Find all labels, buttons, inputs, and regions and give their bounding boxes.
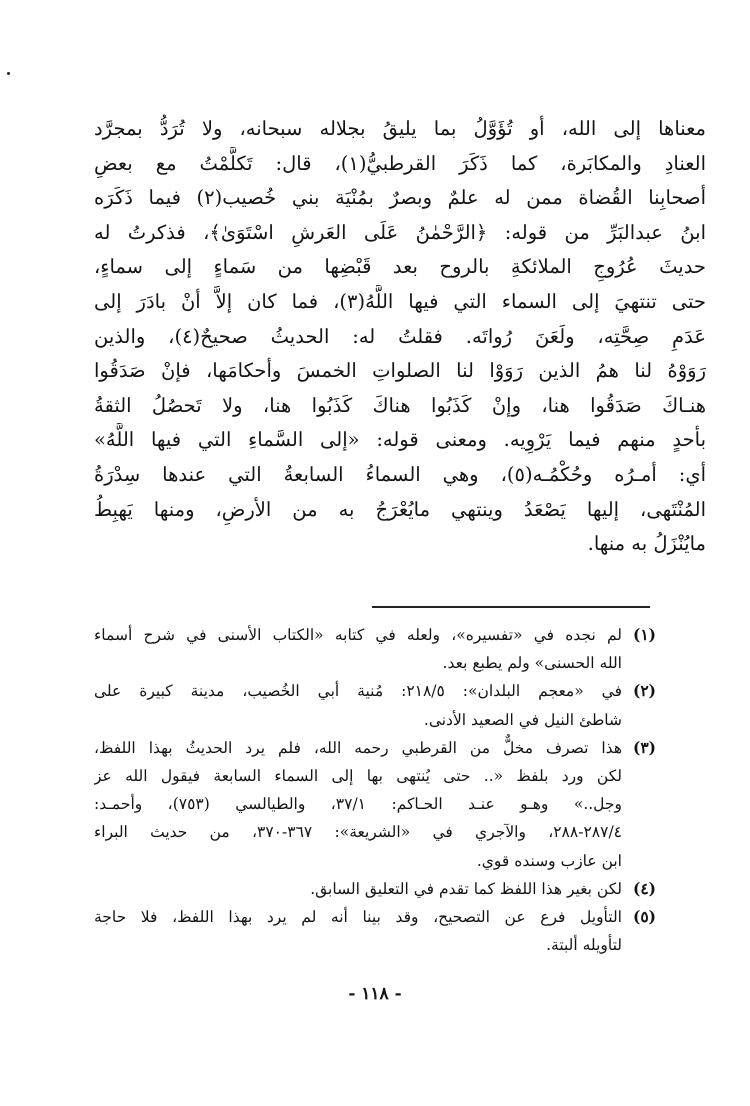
- footnote-line: الله الحسنى» ولم يطبع بعد.: [442, 654, 622, 673]
- footnote-text: [94, 734, 622, 875]
- text-line: هنـاكَ صَدَقُوا هنا، وإنْ كَذَبُوا هناكَ كَذَبُوا هنا، ولا تَحصُلُ الثقةُ: [94, 393, 706, 417]
- text-line: حديثَ عُرُوجِ الملائكةِ بالروح بعد قَبْضِها من سَماءٍ إلى سماءٍ،: [94, 255, 706, 279]
- footnote-number: (١): [632, 625, 656, 644]
- text-line: عَدَمِ صِحَّتِه، ولَعَنَ رُواتَه. فقلتُ له: الحديثُ صحيحٌ(٤)، والذين: [94, 324, 706, 348]
- text-line: ابنُ عبدالبَرِّ من قوله: ﴿الرَّحْمٰنُ عَلَى العَرشِ اسْتَوَىٰ﴾، فذكرتُ له: [94, 220, 706, 244]
- text-line: رَوَوْهُ لنا همُ الذين رَوَوْا لنا الصلواتِ الخمسَ وأحكامَها، فإنْ صَدَقُوا: [94, 359, 706, 383]
- text-line: أصحابِنا القُضاة ممن له علمٌ وبصرٌ بمُنْيَة بني خُصيب(٢) فيما ذَكَرَه: [94, 186, 706, 210]
- main-text: [94, 112, 706, 562]
- footnote-number: (٣): [632, 737, 656, 757]
- footnotes: [94, 621, 656, 959]
- footnote-line: لكن بغير هذا اللفظ كما تقدم في التعليق السابق.: [310, 879, 622, 898]
- footnote-1: [94, 621, 656, 677]
- footnote-line: ٢٨٧/٤-٢٨٨، والآجري في «الشريعة»: ٣٦٧-٣٧٠، من حديث البراء: [94, 823, 622, 842]
- text-line: مايُنْزَلُ به منها.: [587, 532, 706, 556]
- text-line: بأحدٍ منهم فيما يَرْوِيه. ومعنى قوله: «إلى السَّماءِ التي فيها اللَّهُ»: [94, 428, 706, 452]
- footnote-line: هذا تصرف مخلٌّ من القرطبي رحمه الله، فلم يرد الحديثُ بهذا اللفظ،: [94, 738, 622, 757]
- footnote-number: (٥): [632, 907, 656, 927]
- footnote-4: [94, 875, 656, 903]
- text-line: العنادِ والمكابَرة، كما ذَكَرَ القرطبيُّ(١)، قال: تَكلَّمْتُ مع بعضِ: [94, 151, 706, 175]
- footnote-2: [94, 677, 656, 733]
- footnote-line: ابن عازب وسنده قوي.: [476, 851, 622, 870]
- footnote-line: وجل..» وهـو عنـد الحـاكم: ٣٧/١، والطيالسي (٧٥٣)، وأحمـد:: [94, 795, 622, 814]
- text-line: أي: أمـرُه وحُكْمُـه(٥)، وهي السماءُ السابعةُ التي عندها سِدْرَةُ: [94, 462, 706, 486]
- text-line: حتى تنتهيَ إلى السماء التي فيها اللَّهُ(٣)، فما كان إلاَّ أنْ بادَرَ إلى: [94, 289, 706, 313]
- footnote-separator: [372, 606, 650, 608]
- footnote-line: لتأويله ألبتة.: [546, 936, 622, 955]
- footnote-line: في «معجم البلدان»: ٢١٨/٥: مُنية أبي الخُصيب، مدينة كبيرة على: [94, 682, 622, 701]
- footnote-line: لكن ورد بلفظ «.. حتى يُنتهى بها إلى السماء السابعة فيقول الله عز: [94, 767, 622, 786]
- footnote-text: [94, 903, 622, 959]
- footnote-line: لم نجده في «تفسيره»، ولعله في كتابه «الكتاب الأسنى في شرح أسماء: [94, 626, 622, 644]
- footnote-line: التأويل فرع عن التصحيح، وقد بينا أنه لم يرد بهذا اللفظ، فلا حاجة: [94, 908, 622, 927]
- footnote-line: شاطئ النيل في الصعيد الأدنى.: [423, 710, 622, 729]
- footnote-text: [94, 621, 622, 677]
- footnote-number: (٢): [632, 681, 656, 701]
- footnote-text: [94, 677, 622, 733]
- page-number: - ١١٨ -: [348, 984, 402, 1004]
- text-line: معناها إلى الله، أو تُؤَوَّلُ بما يليقُ بجلاله سبحانه، ولا تُرَدُّ بمجرَّد: [94, 117, 706, 140]
- text-line: المُنْتَهى، إليها يَصْعَدُ وينتهي مايُعْرَجُ به من الأرضِ، ومنها يَهبِطُ: [94, 497, 706, 521]
- footnote-number: (٤): [632, 878, 656, 898]
- footnote-5: [94, 903, 656, 959]
- footnote-text: [94, 875, 622, 903]
- footnote-3: [94, 734, 656, 875]
- scan-speck: [7, 72, 10, 75]
